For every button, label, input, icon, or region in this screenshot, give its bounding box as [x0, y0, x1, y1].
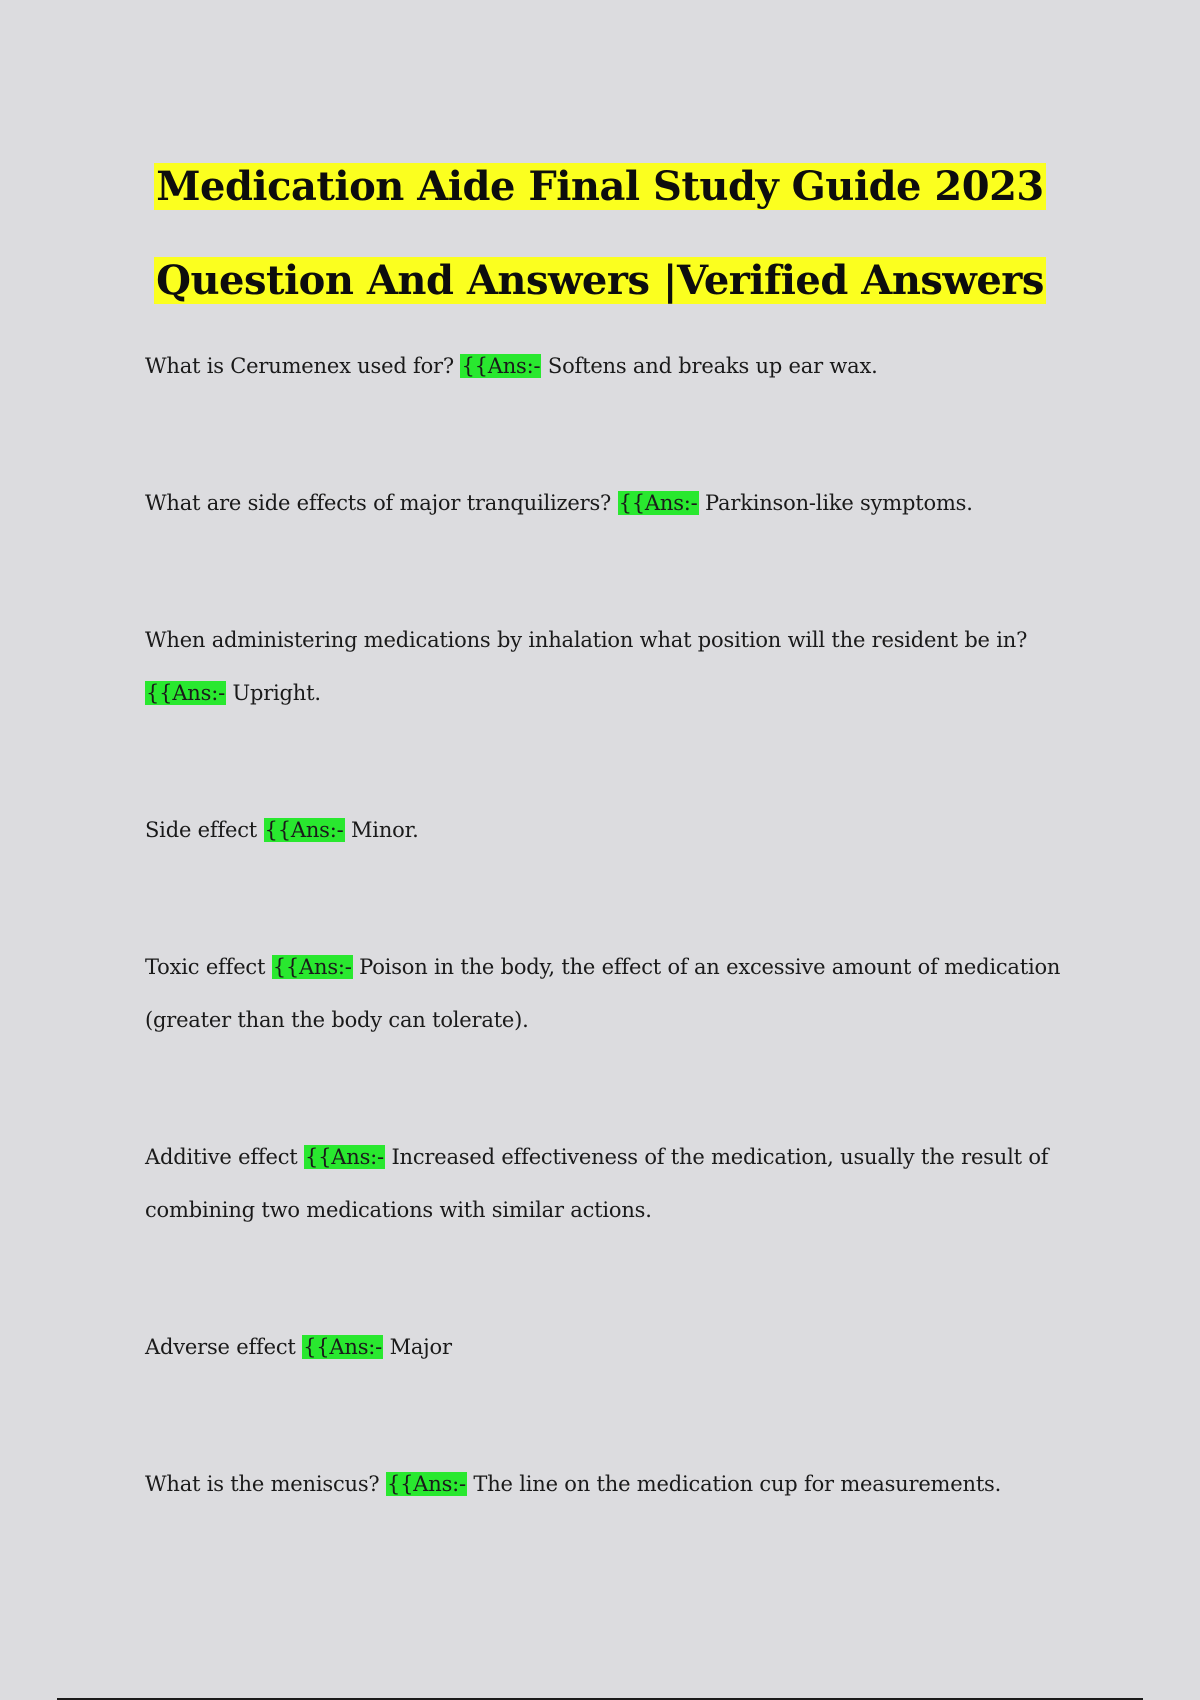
qa-item [145, 1458, 1065, 1511]
question-text: Adverse effect [145, 1335, 296, 1359]
qa-item [145, 614, 1065, 720]
answer-text: Parkinson-like symptoms. [705, 491, 973, 515]
question-text: What are side effects of major tranquilizers? [145, 491, 612, 515]
qa-item [145, 1131, 1065, 1237]
answer-text: Minor. [351, 818, 419, 842]
qa-list [145, 340, 1065, 1595]
answer-text: Softens and breaks up ear wax. [547, 354, 878, 378]
answer-text: Major [389, 1335, 452, 1359]
answer-tag: {{Ans:- [386, 1472, 466, 1496]
question-text: Toxic effect [145, 955, 266, 979]
question-text: When administering medications by inhalation what position will the resident be in? [145, 628, 1028, 652]
title-line-2-text: Question And Answers |Verified Answers [156, 257, 1044, 304]
qa-item [145, 477, 1065, 530]
answer-tag: {{Ans:- [618, 491, 698, 515]
title-line-2 [0, 234, 1200, 328]
qa-item [145, 340, 1065, 393]
title-line-1 [0, 140, 1200, 234]
answer-tag: {{Ans:- [304, 1145, 384, 1169]
answer-text: Upright. [232, 681, 321, 705]
question-text: Side effect [145, 818, 258, 842]
question-text: What is the meniscus? [145, 1472, 380, 1496]
qa-item [145, 941, 1065, 1047]
document-title [0, 140, 1200, 328]
answer-tag: {{Ans:- [461, 354, 541, 378]
question-text: What is Cerumenex used for? [145, 354, 454, 378]
answer-tag: {{Ans:- [264, 818, 344, 842]
answer-tag: {{Ans:- [146, 681, 225, 705]
title-line-1-text: Medication Aide Final Study Guide 2023 [156, 163, 1044, 210]
answer-tag: {{Ans:- [303, 1335, 383, 1359]
answer-text: Increased effectiveness of the medication, usually the result of combining two medications with similar actions. [145, 1145, 1049, 1222]
answer-text: The line on the medication cup for measurements. [473, 1472, 1002, 1496]
qa-item [145, 1321, 1065, 1374]
question-text: Additive effect [145, 1145, 298, 1169]
qa-item [145, 804, 1065, 857]
answer-tag: {{Ans:- [272, 955, 352, 979]
answer-text: Poison in the body, the effect of an excessive amount of medication (greater than the body can tolerate). [145, 955, 1061, 1032]
